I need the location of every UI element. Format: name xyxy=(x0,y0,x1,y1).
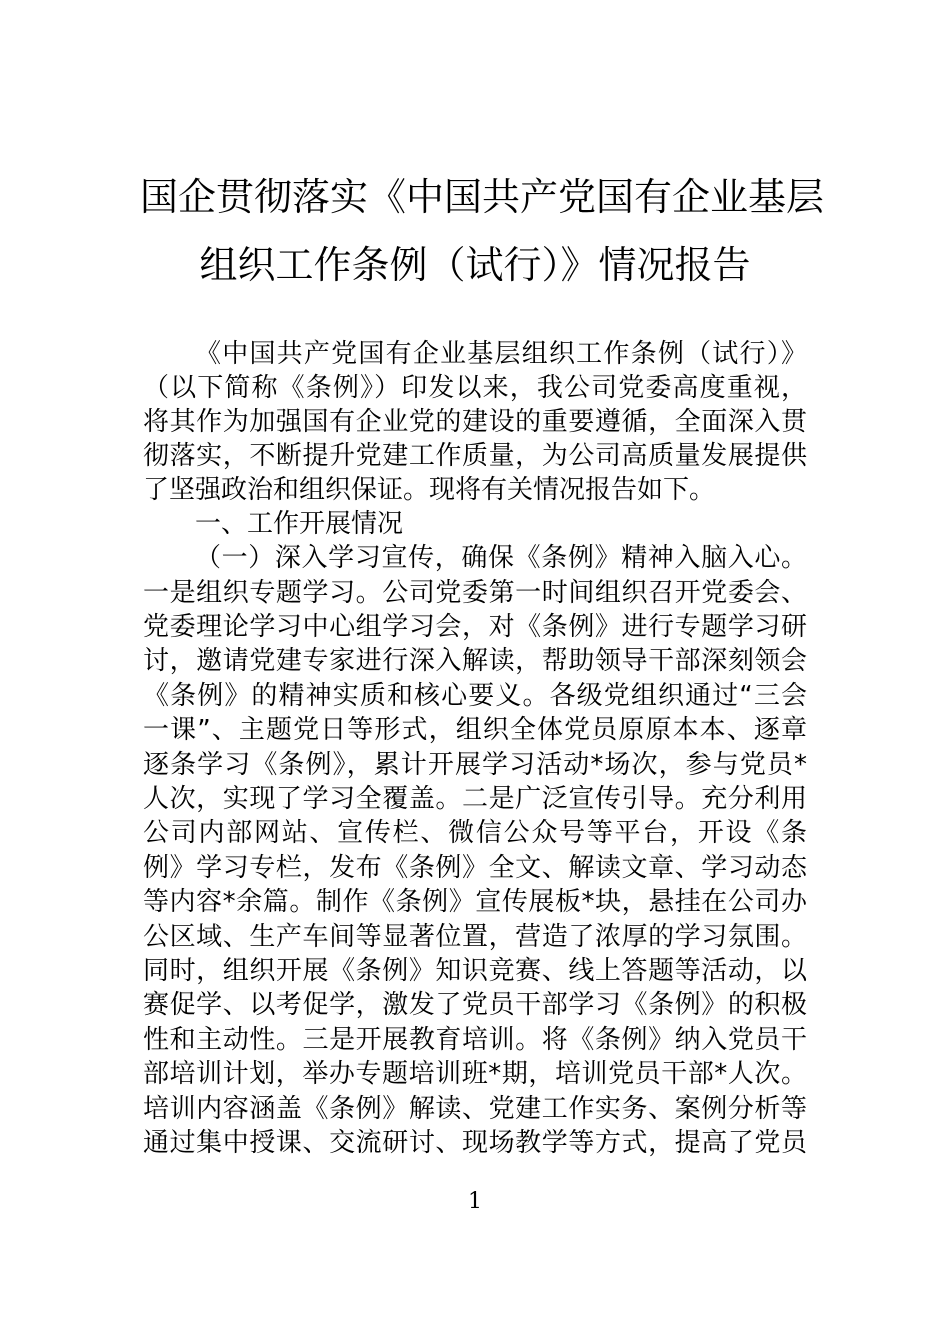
body-line: 讨，邀请党建专家进行深入解读，帮助领导干部深刻领会 xyxy=(143,646,807,676)
page-number: 1 xyxy=(468,1189,482,1214)
body-line: 了坚强政治和组织保证。现将有关情况报告如下。 xyxy=(143,475,716,505)
subsection-heading: （一）深入学习宣传，确保《条例》精神入脑入心。 xyxy=(195,543,807,573)
body-line: 逐条学习《条例》，累计开展学习活动*场次，参与党员* xyxy=(143,750,807,780)
body-line: 一是组织专题学习。公司党委第一时间组织召开党委会、 xyxy=(143,578,807,608)
body-line: 通过集中授课、交流研讨、现场教学等方式，提高了党员 xyxy=(143,1128,807,1158)
body-line: 公区域、生产车间等显著位置，营造了浓厚的学习氛围。 xyxy=(143,922,807,952)
body-line: 例》学习专栏，发布《条例》全文、解读文章、学习动态 xyxy=(143,853,807,883)
body-line: 《条例》的精神实质和核心要义。各级党组织通过“三会 xyxy=(143,681,807,711)
document-title-line-1: 国企贯彻落实《中国共产党国有企业基层 xyxy=(140,175,825,219)
body-line: 人次，实现了学习全覆盖。二是广泛宣传引导。充分利用 xyxy=(143,784,807,814)
body-line: 部培训计划，举办专题培训班*期，培训党员干部*人次。 xyxy=(143,1059,807,1089)
section-heading: 一、工作开展情况 xyxy=(195,509,404,539)
body-line: 将其作为加强国有企业党的建设的重要遵循，全面深入贯 xyxy=(143,407,807,437)
body-line: 赛促学、以考促学，激发了党员干部学习《条例》的积极 xyxy=(143,990,807,1020)
body-line: 《中国共产党国有企业基层组织工作条例（试行）》 xyxy=(195,339,807,369)
body-line: （以下简称《条例》）印发以来，我公司党委高度重视， xyxy=(143,373,807,403)
body-line: 性和主动性。三是开展教育培训。将《条例》纳入党员干 xyxy=(143,1025,807,1055)
body-line: 同时，组织开展《条例》知识竞赛、线上答题等活动，以 xyxy=(143,956,807,986)
body-line: 等内容*余篇。制作《条例》宣传展板*块，悬挂在公司办 xyxy=(143,887,807,917)
document-title-line-2: 组织工作条例（试行）》情况报告 xyxy=(199,243,751,287)
body-line: 彻落实，不断提升党建工作质量，为公司高质量发展提供 xyxy=(143,441,807,471)
body-line: 培训内容涵盖《条例》解读、党建工作实务、案例分析等 xyxy=(143,1094,807,1124)
body-line: 一课”、主题党日等形式，组织全体党员原原本本、逐章 xyxy=(143,715,807,745)
body-line: 党委理论学习中心组学习会，对《条例》进行专题学习研 xyxy=(143,612,807,642)
body-line: 公司内部网站、宣传栏、微信公众号等平台，开设《条 xyxy=(143,818,807,848)
